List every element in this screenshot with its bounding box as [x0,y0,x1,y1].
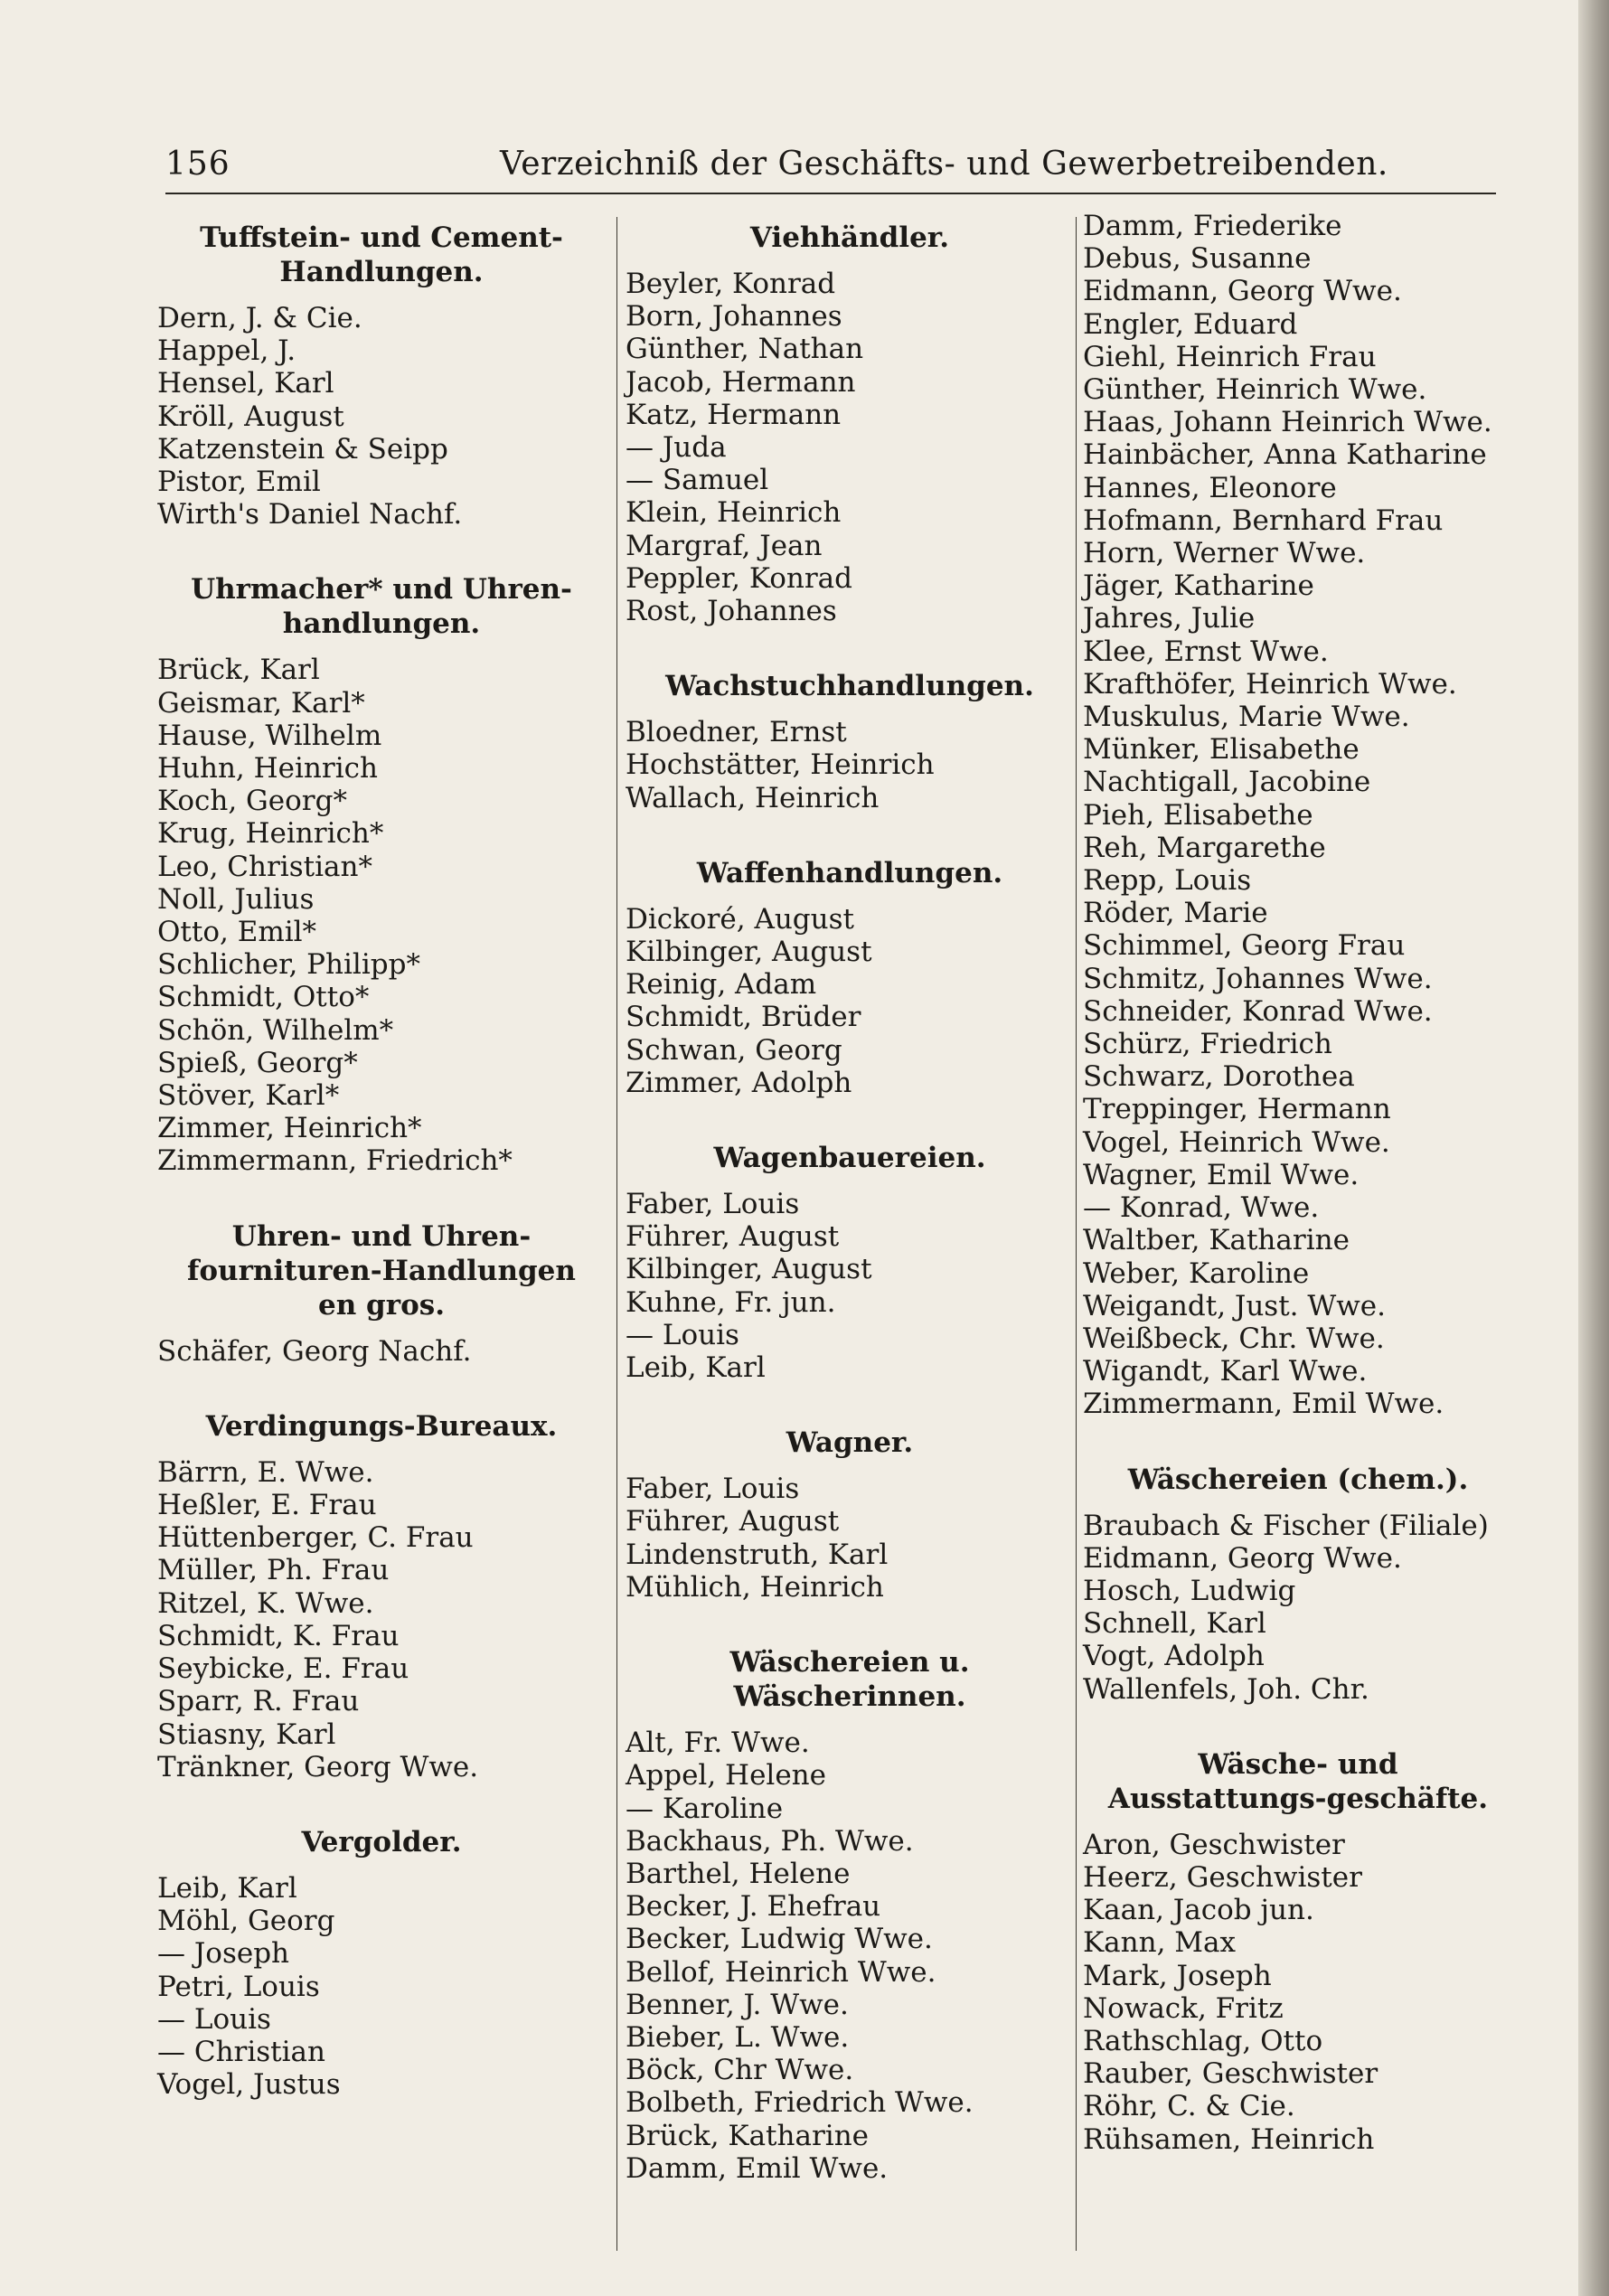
section-gap [1081,1421,1515,1452]
directory-entry: Faber, Louis [626,1188,800,1221]
directory-section [624,1384,1076,1604]
directory-entry: Leib, Karl [157,1871,297,1905]
directory-entry: Bloedner, Ernst [626,716,847,749]
directory-entry: Stiasny, Karl [157,1717,336,1751]
section-gap [155,1783,607,1814]
directory-entry: Wagner, Emil Wwe. [1083,1158,1360,1191]
directory-section [624,814,1076,1099]
directory-entry: Weigandt, Just. Wwe. [1083,1289,1386,1322]
directory-entry: Zimmermann, Friedrich* [157,1144,513,1178]
directory-entry: Waltber, Katharine [1083,1224,1350,1257]
directory-entry: Hannes, Eleonore [1083,471,1337,504]
directory-entry: Sparr, R. Frau [157,1685,360,1718]
directory-entry: Jahres, Julie [1083,602,1256,635]
directory-entry: Jacob, Hermann [626,365,856,399]
directory-entry: Schmidt, K. Frau [157,1619,400,1652]
directory-entry: Klein, Heinrich [626,496,842,530]
directory-entry: Pieh, Elisabethe [1083,798,1313,832]
directory-entry: Krafthöfer, Heinrich Wwe. [1083,667,1457,701]
directory-entry: Heerz, Geschwister [1083,1860,1362,1894]
directory-entry: Geismar, Karl* [157,686,365,720]
directory-section [624,221,1076,627]
header-rule [165,193,1496,194]
section-heading: Wäsche- und Ausstattungs-geschäfte. [1107,1747,1489,1815]
directory-entry: Becker, J. Ehefrau [626,1890,881,1924]
directory-entry: Barthel, Helene [626,1857,851,1890]
directory-entry: Katzenstein & Seipp [157,432,448,466]
section-heading: Wachstuchhandlungen. [665,670,1034,703]
directory-entry: Leib, Karl [626,1351,766,1385]
directory-section [1081,1706,1515,2156]
directory-entry: Huhn, Heinrich [157,752,378,786]
directory-entry: Brück, Karl [157,654,320,687]
directory-entry: Krug, Heinrich* [157,817,384,851]
directory-entry: Mühlich, Heinrich [626,1570,884,1604]
directory-entry: Reinig, Adam [626,968,817,1002]
directory-entry: Beyler, Konrad [626,268,836,300]
directory-entry: Vogel, Justus [157,2068,341,2102]
section-gap [624,1604,1076,1634]
column-3 [1081,210,1515,2253]
directory-entry: Treppinger, Hermann [1083,1093,1391,1126]
directory-entry: Jäger, Katharine [1083,569,1314,603]
directory-entry: Kilbinger, August [626,936,872,969]
directory-entry: Braubach & Fischer (Filiale) [1083,1509,1489,1542]
column-divider-2 [1076,217,1077,2251]
directory-entry: Dickoré, August [626,902,854,936]
directory-entry: Schmitz, Johannes Wwe. [1083,962,1433,995]
directory-entry: Becker, Ludwig Wwe. [626,1923,933,1956]
section-heading: Verdingungs-Bureaux. [205,1409,558,1443]
directory-entry: Debus, Susanne [1083,242,1312,276]
directory-entry: Heßler, E. Frau [157,1489,377,1522]
directory-entry: Hüttenberger, C. Frau [157,1521,474,1555]
section-heading: Wäschereien (chem.). [1127,1463,1469,1496]
directory-entry: Brück, Katharine [626,2119,870,2152]
section-gap [624,1384,1076,1415]
directory-entry: Happel, J. [157,334,296,368]
directory-entry: Noll, Julius [157,882,315,916]
section-gap [1081,1706,1515,1736]
directory-entry: Born, Johannes [626,300,842,334]
directory-entry: Hochstätter, Heinrich [626,748,935,782]
directory-entry: Spieß, Georg* [157,1046,358,1079]
directory-entry: Bolbeth, Friedrich Wwe. [626,2086,974,2120]
directory-entry: — Louis [157,2002,271,2036]
directory-entry: — Samuel [626,464,769,497]
directory-entry: Seybicke, E. Frau [157,1652,409,1686]
directory-entry: — Joseph [157,1937,290,1971]
column-2 [624,210,1076,2253]
directory-entry: Hause, Wilhelm [157,719,382,752]
section-gap [155,531,607,561]
directory-entry: Nachtigall, Jacobine [1083,766,1371,799]
directory-entry: Rost, Johannes [626,595,837,628]
directory-entry: Günther, Heinrich Wwe. [1083,373,1427,407]
directory-section [1081,210,1515,1421]
section-gap [624,1099,1076,1130]
directory-entry: Wallach, Heinrich [626,781,880,814]
directory-entry: Schmidt, Brüder [626,1001,861,1034]
directory-entry: Repp, Louis [1083,864,1252,898]
directory-entry: Rühsamen, Heinrich [1083,2122,1375,2156]
directory-entry: Kann, Max [1083,1926,1236,1960]
directory-entry: Tränkner, Georg Wwe. [157,1750,479,1783]
directory-entry: Reh, Margarethe [1083,831,1326,864]
directory-section [1081,1421,1515,1706]
directory-entry: Lindenstruth, Karl [626,1538,889,1571]
directory-entry: Kuhne, Fr. jun. [626,1285,836,1319]
directory-section [155,531,607,1177]
directory-entry: Engler, Eduard [1083,307,1298,341]
column-1 [155,210,607,2253]
running-title: Verzeichniß der Geschäfts- und Gewerbetreibenden. [500,146,1388,183]
directory-entry: Pistor, Emil [157,466,321,499]
section-heading: Wagner. [786,1426,914,1460]
directory-entry: Eidmann, Georg Wwe. [1083,1541,1402,1575]
section-heading: Tuffstein- und Cement-Handlungen. [200,221,563,288]
directory-entry: Rauber, Geschwister [1083,2057,1378,2091]
directory-entry: Petri, Louis [157,1970,320,2003]
directory-entry: — Konrad, Wwe. [1083,1191,1320,1225]
directory-section [624,627,1076,814]
directory-entry: Schlicher, Philipp* [157,948,420,982]
directory-entry: Bärrn, E. Wwe. [157,1455,374,1489]
directory-entry: Vogel, Heinrich Wwe. [1083,1125,1390,1159]
directory-entry: Schäfer, Georg Nachf. [157,1334,472,1368]
directory-entry: Zimmer, Heinrich* [157,1112,422,1145]
directory-entry: Haas, Johann Heinrich Wwe. [1083,406,1492,439]
directory-entry: Hofmann, Bernhard Frau [1083,503,1444,537]
directory-entry: Giehl, Heinrich Frau [1083,340,1377,373]
directory-entry: Böck, Chr Wwe. [626,2054,854,2087]
directory-entry: Zimmer, Adolph [626,1066,852,1099]
directory-entry: — Karoline [626,1792,784,1825]
directory-entry: Weber, Karoline [1083,1256,1310,1290]
directory-entry: Schwarz, Dorothea [1083,1060,1355,1094]
directory-entry: Benner, J. Wwe. [626,1988,849,2021]
directory-entry: Aron, Geschwister [1083,1828,1345,1861]
directory-entry: Margraf, Jean [626,529,823,562]
directory-entry: Kaan, Jacob jun. [1083,1894,1314,1927]
directory-entry: Röder, Marie [1083,897,1268,930]
directory-section [624,1604,1076,2185]
directory-entry: Hainbächer, Anna Katharine [1083,438,1487,472]
directory-entry: Kröll, August [157,400,344,433]
directory-entry: Schürz, Friedrich [1083,1028,1332,1061]
directory-entry: Katz, Hermann [626,398,842,431]
directory-entry: Bellof, Heinrich Wwe. [626,1955,936,1989]
directory-entry: Schneider, Konrad Wwe. [1083,994,1433,1028]
section-gap [624,627,1076,658]
directory-entry: Damm, Emil Wwe. [626,2151,889,2185]
section-heading: Viehhändler. [749,221,950,254]
directory-entry: Schmidt, Otto* [157,981,370,1014]
directory-entry: Weißbeck, Chr. Wwe. [1083,1322,1385,1355]
section-heading: Wagenbauereien. [713,1142,986,1175]
directory-entry: Müller, Ph. Frau [157,1554,390,1587]
directory-entry: Dern, J. & Cie. [157,302,362,334]
directory-section [624,1099,1076,1384]
directory-entry: Röhr, C. & Cie. [1083,2090,1295,2123]
directory-entry: Backhaus, Ph. Wwe. [626,1824,914,1858]
directory-entry: Otto, Emil* [157,916,317,949]
section-gap [155,1178,607,1209]
section-heading: Vergolder. [301,1825,462,1858]
directory-entry: Alt, Fr. Wwe. [626,1727,810,1760]
directory-entry: Nowack, Fritz [1083,1991,1284,2025]
directory-entry: Möhl, Georg [157,1905,335,1938]
section-heading: Uhren- und Uhren-fournituren-Handlungen en gros. [187,1219,576,1322]
section-gap [155,1368,607,1398]
section-heading: Waffenhandlungen. [696,856,1003,889]
directory-entry: Schön, Wilhelm* [157,1013,394,1047]
directory-entry: Peppler, Konrad [626,561,852,595]
book-binding-edge [1578,0,1609,2296]
directory-entry: Wallenfels, Joh. Chr. [1083,1672,1369,1706]
directory-entry: Wirth's Daniel Nachf. [157,498,463,532]
directory-entry: Mark, Joseph [1083,1959,1272,1992]
directory-entry: Kilbinger, August [626,1253,872,1286]
directory-entry: Wigandt, Karl Wwe. [1083,1355,1368,1388]
directory-entry: Führer, August [626,1220,840,1254]
directory-entry: Vogt, Adolph [1083,1640,1265,1673]
directory-entry: Leo, Christian* [157,850,372,883]
section-heading: Wäschereien u. Wäscherinnen. [729,1646,970,1714]
directory-entry: Horn, Werner Wwe. [1083,537,1366,570]
page-header [165,140,1494,194]
directory-entry: Schnell, Karl [1083,1607,1266,1641]
directory-entry: Führer, August [626,1505,840,1539]
directory-entry: Klee, Ernst Wwe. [1083,635,1329,668]
directory-entry: Muskulus, Marie Wwe. [1083,701,1410,734]
directory-section [155,1178,607,1368]
page-number: 156 [165,146,231,183]
directory-entry: Koch, Georg* [157,785,347,818]
directory-entry: Faber, Louis [626,1473,800,1506]
directory-entry: Zimmermann, Emil Wwe. [1083,1388,1444,1421]
directory-entry: Stöver, Karl* [157,1079,340,1113]
directory-entry: Günther, Nathan [626,333,864,366]
directory-entry: Hensel, Karl [157,367,334,400]
directory-entry: Appel, Helene [626,1759,826,1793]
directory-entry: Bieber, L. Wwe. [626,2020,850,2054]
section-gap [624,814,1076,845]
directory-entry: Damm, Friederike [1083,210,1342,242]
directory-entry: — Louis [626,1318,739,1351]
directory-entry: Schwan, Georg [626,1033,842,1067]
directory-entry: Schimmel, Georg Frau [1083,929,1406,963]
section-heading: Uhrmacher* und Uhren-handlungen. [191,573,572,641]
directory-section [155,1368,607,1783]
directory-entry: Ritzel, K. Wwe. [157,1586,374,1620]
column-divider-1 [616,217,617,2251]
directory-entry: — Juda [626,431,727,465]
directory-entry: Münker, Elisabethe [1083,733,1360,767]
directory-section [155,221,607,531]
directory-entry: Eidmann, Georg Wwe. [1083,275,1402,308]
directory-entry: Hosch, Ludwig [1083,1574,1296,1607]
directory-entry: Rathschlag, Otto [1083,2024,1323,2057]
directory-section [155,1783,607,2101]
directory-entry: — Christian [157,2035,325,2068]
